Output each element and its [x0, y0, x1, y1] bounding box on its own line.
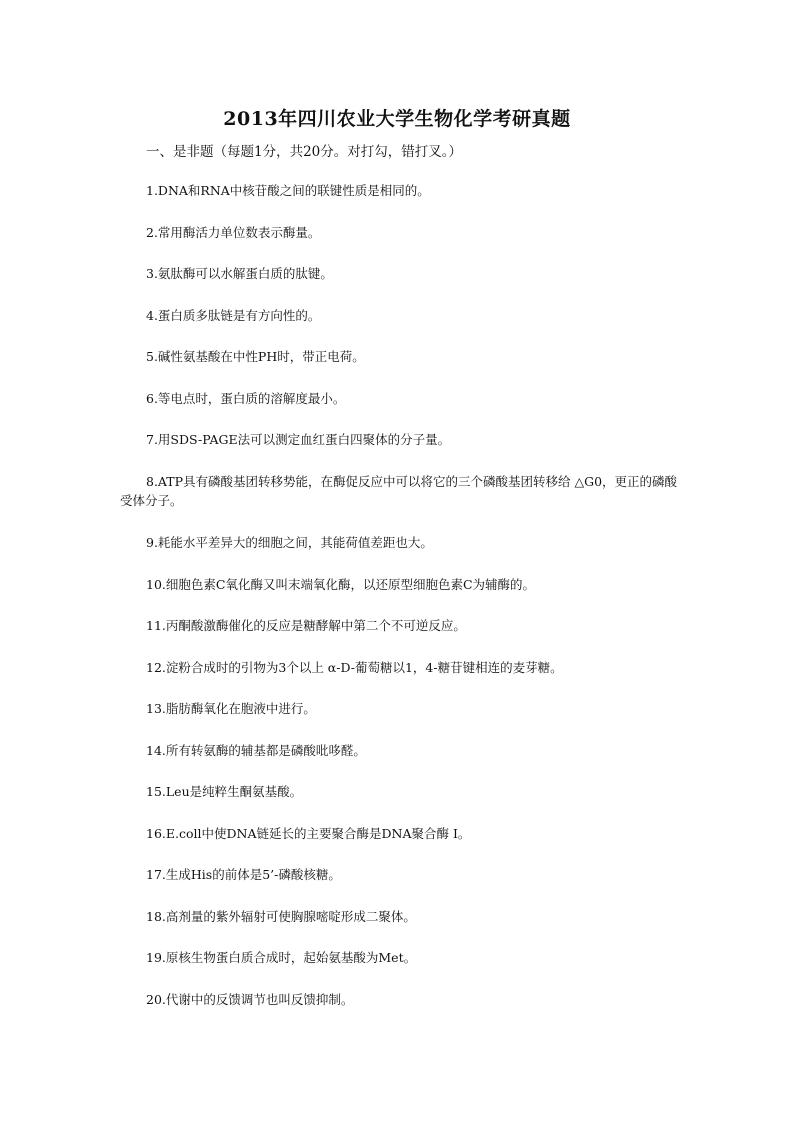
question-item: 2.常用酶活力单位数表示酶量。 — [146, 224, 321, 240]
question-item: 14.所有转氨酶的辅基都是磷酸吡哆醛。 — [146, 742, 366, 758]
question-item: 8.ATP具有磷酸基团转移势能，在酶促反应中可以将它的三个磷酸基团转移给 △G0，更正的磷酸受体分子。 — [120, 473, 678, 508]
question-list — [120, 181, 680, 1031]
question-item: 16.E.coll中使DNA链延长的主要聚合酶是DNA聚合酶 I。 — [146, 825, 471, 841]
question-item: 11.丙酮酸激酶催化的反应是糖酵解中第二个不可逆反应。 — [146, 618, 466, 633]
page-title: 2013年四川农业大学生物化学考研真题 — [223, 108, 571, 130]
question-item: 12.淀粉合成时的引物为3个以上 α-D-葡萄糖以1，4-糖苷键相连的麦芽糖。 — [146, 659, 563, 675]
question-item: 20.代谢中的反馈调节也叫反馈抑制。 — [146, 991, 354, 1007]
question-item: 7.用SDS-PAGE法可以测定血红蛋白四聚体的分子量。 — [146, 432, 451, 447]
question-item: 3.氨肽酶可以水解蛋白质的肽键。 — [146, 266, 333, 281]
question-item: 19.原核生物蛋白质合成时，起始氨基酸为Met。 — [146, 950, 417, 965]
question-item: 4.蛋白质多肽链是有方向性的。 — [146, 307, 321, 323]
question-item: 17.生成His的前体是5’-磷酸核糖。 — [146, 867, 341, 882]
question-item: 9.耗能水平差异大的细胞之间，其能荷值差距也大。 — [146, 535, 433, 550]
section-heading: 一、是非题（每题1分，共20分。对打勾，错打叉。） — [146, 144, 463, 160]
question-item: 10.细胞色素C氧化酶又叫末端氧化酶，以还原型细胞色素C为辅酶的。 — [146, 576, 536, 592]
question-item: 18.高剂量的紫外辐射可使胸腺嘧啶形成二聚体。 — [146, 908, 416, 924]
question-item: 15.Leu是纯粹生酮氨基酸。 — [146, 784, 303, 799]
question-item: 6.等电点时，蛋白质的溶解度最小。 — [146, 390, 346, 406]
question-item: 13.脂肪酶氧化在胞液中进行。 — [146, 701, 316, 716]
question-item: 1.DNA和RNA中核苷酸之间的联键性质是相同的。 — [146, 183, 430, 198]
question-item: 5.碱性氨基酸在中性PH时，带正电荷。 — [146, 349, 365, 364]
